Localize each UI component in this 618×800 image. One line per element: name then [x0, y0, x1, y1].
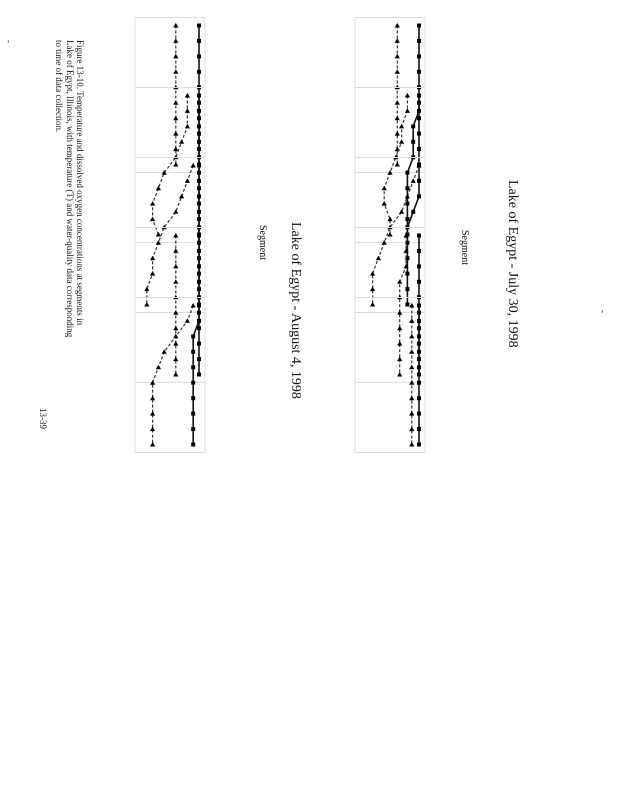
marker-square: [417, 109, 421, 113]
marker-triangle: [409, 442, 414, 447]
marker-triangle: [376, 256, 381, 261]
marker-triangle: [397, 357, 402, 362]
marker-triangle: [173, 116, 178, 121]
marker-square: [197, 249, 201, 253]
marker-triangle: [173, 38, 178, 43]
marker-triangle: [179, 139, 184, 144]
marker-triangle: [185, 93, 190, 98]
marker-square: [417, 194, 421, 198]
marker-triangle: [173, 326, 178, 331]
marker-square: [405, 303, 409, 307]
marker-square: [417, 350, 421, 354]
marker-triangle: [173, 341, 178, 346]
marker-triangle: [395, 116, 400, 121]
marker-square: [197, 194, 201, 198]
marker-triangle: [399, 209, 404, 214]
marker-triangle: [399, 139, 404, 144]
marker-triangle: [405, 93, 410, 98]
marker-square: [417, 234, 421, 238]
marker-triangle: [185, 318, 190, 323]
marker-triangle: [185, 108, 190, 113]
marker-triangle: [409, 411, 414, 416]
marker-triangle: [173, 233, 178, 238]
marker-triangle: [409, 334, 414, 339]
marker-triangle: [370, 271, 375, 276]
marker-square: [197, 54, 201, 58]
marker-square: [197, 210, 201, 214]
marker-triangle: [399, 124, 404, 129]
marker-square: [417, 381, 421, 385]
marker-triangle: [173, 69, 178, 74]
marker-triangle: [397, 372, 402, 377]
marker-triangle: [150, 217, 155, 222]
marker-square: [191, 412, 195, 416]
side-tick-left: -: [4, 40, 14, 43]
marker-square: [417, 365, 421, 369]
series-line-2: [373, 166, 419, 305]
segment-label-bottom: Segment: [257, 225, 268, 260]
plot-frame: [135, 18, 205, 173]
marker-triangle: [179, 194, 184, 199]
plot-frame: [355, 228, 425, 383]
marker-triangle: [395, 69, 400, 74]
marker-square: [417, 427, 421, 431]
marker-square: [417, 54, 421, 58]
plot-7: [355, 88, 425, 243]
marker-triangle: [409, 303, 414, 308]
marker-triangle: [173, 209, 178, 214]
marker-square: [405, 217, 409, 221]
marker-triangle: [370, 302, 375, 307]
marker-square: [191, 427, 195, 431]
marker-triangle: [173, 54, 178, 59]
marker-square: [411, 140, 415, 144]
marker-square: [411, 210, 415, 214]
marker-triangle: [382, 201, 387, 206]
marker-triangle: [405, 194, 410, 199]
marker-square: [197, 39, 201, 43]
marker-square: [417, 334, 421, 338]
marker-triangle: [387, 232, 392, 237]
marker-triangle: [173, 248, 178, 253]
marker-triangle: [173, 100, 178, 105]
marker-square: [197, 140, 201, 144]
plot-9: [355, 228, 425, 383]
marker-triangle: [173, 264, 178, 269]
marker-triangle: [156, 365, 161, 370]
marker-triangle: [173, 23, 178, 28]
plot-1: [135, 18, 205, 173]
marker-square: [417, 132, 421, 136]
marker-square: [405, 272, 409, 276]
marker-triangle: [185, 178, 190, 183]
marker-triangle: [185, 124, 190, 129]
marker-square: [405, 171, 409, 175]
page-number: 13-39: [38, 408, 48, 429]
marker-square: [191, 350, 195, 354]
marker-square: [197, 234, 201, 238]
marker-square: [417, 249, 421, 253]
plot-frame: [355, 298, 425, 453]
marker-triangle: [150, 201, 155, 206]
segment-label-top: Segment: [459, 230, 470, 265]
plot-10: [355, 298, 425, 453]
marker-triangle: [409, 427, 414, 432]
marker-triangle: [397, 279, 402, 284]
marker-triangle: [395, 147, 400, 152]
marker-square: [417, 304, 421, 308]
marker-square: [405, 287, 409, 291]
marker-triangle: [150, 442, 155, 447]
title-top: Lake of Egypt - July 30, 1998: [505, 180, 520, 348]
marker-triangle: [395, 100, 400, 105]
marker-square: [191, 365, 195, 369]
marker-triangle: [395, 54, 400, 59]
marker-triangle: [395, 23, 400, 28]
plot-3: [135, 158, 205, 313]
marker-square: [417, 264, 421, 268]
marker-square: [417, 179, 421, 183]
marker-triangle: [387, 217, 392, 222]
series-line-2: [153, 306, 194, 445]
marker-triangle: [173, 162, 178, 167]
marker-square: [417, 39, 421, 43]
marker-square: [191, 334, 195, 338]
marker-triangle: [405, 108, 410, 113]
marker-triangle: [150, 427, 155, 432]
marker-triangle: [150, 396, 155, 401]
marker-triangle: [409, 349, 414, 354]
marker-triangle: [397, 341, 402, 346]
marker-square: [197, 280, 201, 284]
plot-frame: [135, 88, 205, 243]
side-tick-right: -: [598, 310, 608, 313]
marker-square: [197, 264, 201, 268]
marker-triangle: [150, 271, 155, 276]
marker-square: [417, 147, 421, 151]
marker-triangle: [150, 411, 155, 416]
marker-square: [197, 319, 201, 323]
series-line-2: [147, 166, 193, 305]
marker-triangle: [395, 162, 400, 167]
marker-square: [197, 124, 201, 128]
marker-triangle: [382, 186, 387, 191]
marker-square: [405, 202, 409, 206]
marker-triangle: [409, 365, 414, 370]
marker-square: [417, 24, 421, 28]
marker-square: [417, 443, 421, 447]
marker-square: [197, 164, 201, 168]
marker-triangle: [409, 396, 414, 401]
marker-triangle: [173, 357, 178, 362]
marker-triangle: [156, 186, 161, 191]
plot-2: [135, 88, 205, 243]
plot-6: [355, 18, 425, 173]
marker-square: [417, 412, 421, 416]
marker-square: [417, 70, 421, 74]
marker-square: [197, 24, 201, 28]
marker-square: [197, 70, 201, 74]
marker-triangle: [144, 302, 149, 307]
marker-square: [405, 186, 409, 190]
marker-triangle: [173, 131, 178, 136]
marker-triangle: [150, 256, 155, 261]
marker-triangle: [370, 287, 375, 292]
title-bottom: Lake of Egypt - August 4, 1998: [288, 222, 303, 399]
marker-square: [197, 342, 201, 346]
marker-triangle: [395, 38, 400, 43]
marker-triangle: [191, 163, 196, 168]
marker-square: [417, 280, 421, 284]
marker-square: [191, 381, 195, 385]
marker-triangle: [173, 334, 178, 339]
marker-square: [417, 396, 421, 400]
marker-square: [411, 124, 415, 128]
marker-square: [417, 319, 421, 323]
marker-square: [197, 357, 201, 361]
marker-triangle: [191, 303, 196, 308]
marker-triangle: [144, 287, 149, 292]
marker-triangle: [409, 318, 414, 323]
figure-caption: Figure 13-10. Temperature and dissolved oxygen concentrations at segments in Lake of Egypt, Illinois, with temperature (T) and water-quality data corresponding to time of data collection.: [54, 40, 85, 338]
marker-triangle: [173, 147, 178, 152]
marker-triangle: [156, 232, 161, 237]
plot-frame: [355, 18, 425, 173]
marker-square: [197, 304, 201, 308]
marker-triangle: [397, 326, 402, 331]
series-line-2: [400, 236, 406, 375]
marker-triangle: [395, 131, 400, 136]
series-line-2: [153, 96, 188, 235]
marker-square: [191, 443, 195, 447]
plot-5: [135, 298, 205, 453]
marker-square: [197, 109, 201, 113]
marker-triangle: [173, 279, 178, 284]
marker-square: [197, 179, 201, 183]
marker-square: [417, 94, 421, 98]
marker-triangle: [411, 178, 416, 183]
marker-square: [191, 396, 195, 400]
marker-square: [197, 373, 201, 377]
marker-triangle: [173, 372, 178, 377]
marker-square: [197, 94, 201, 98]
